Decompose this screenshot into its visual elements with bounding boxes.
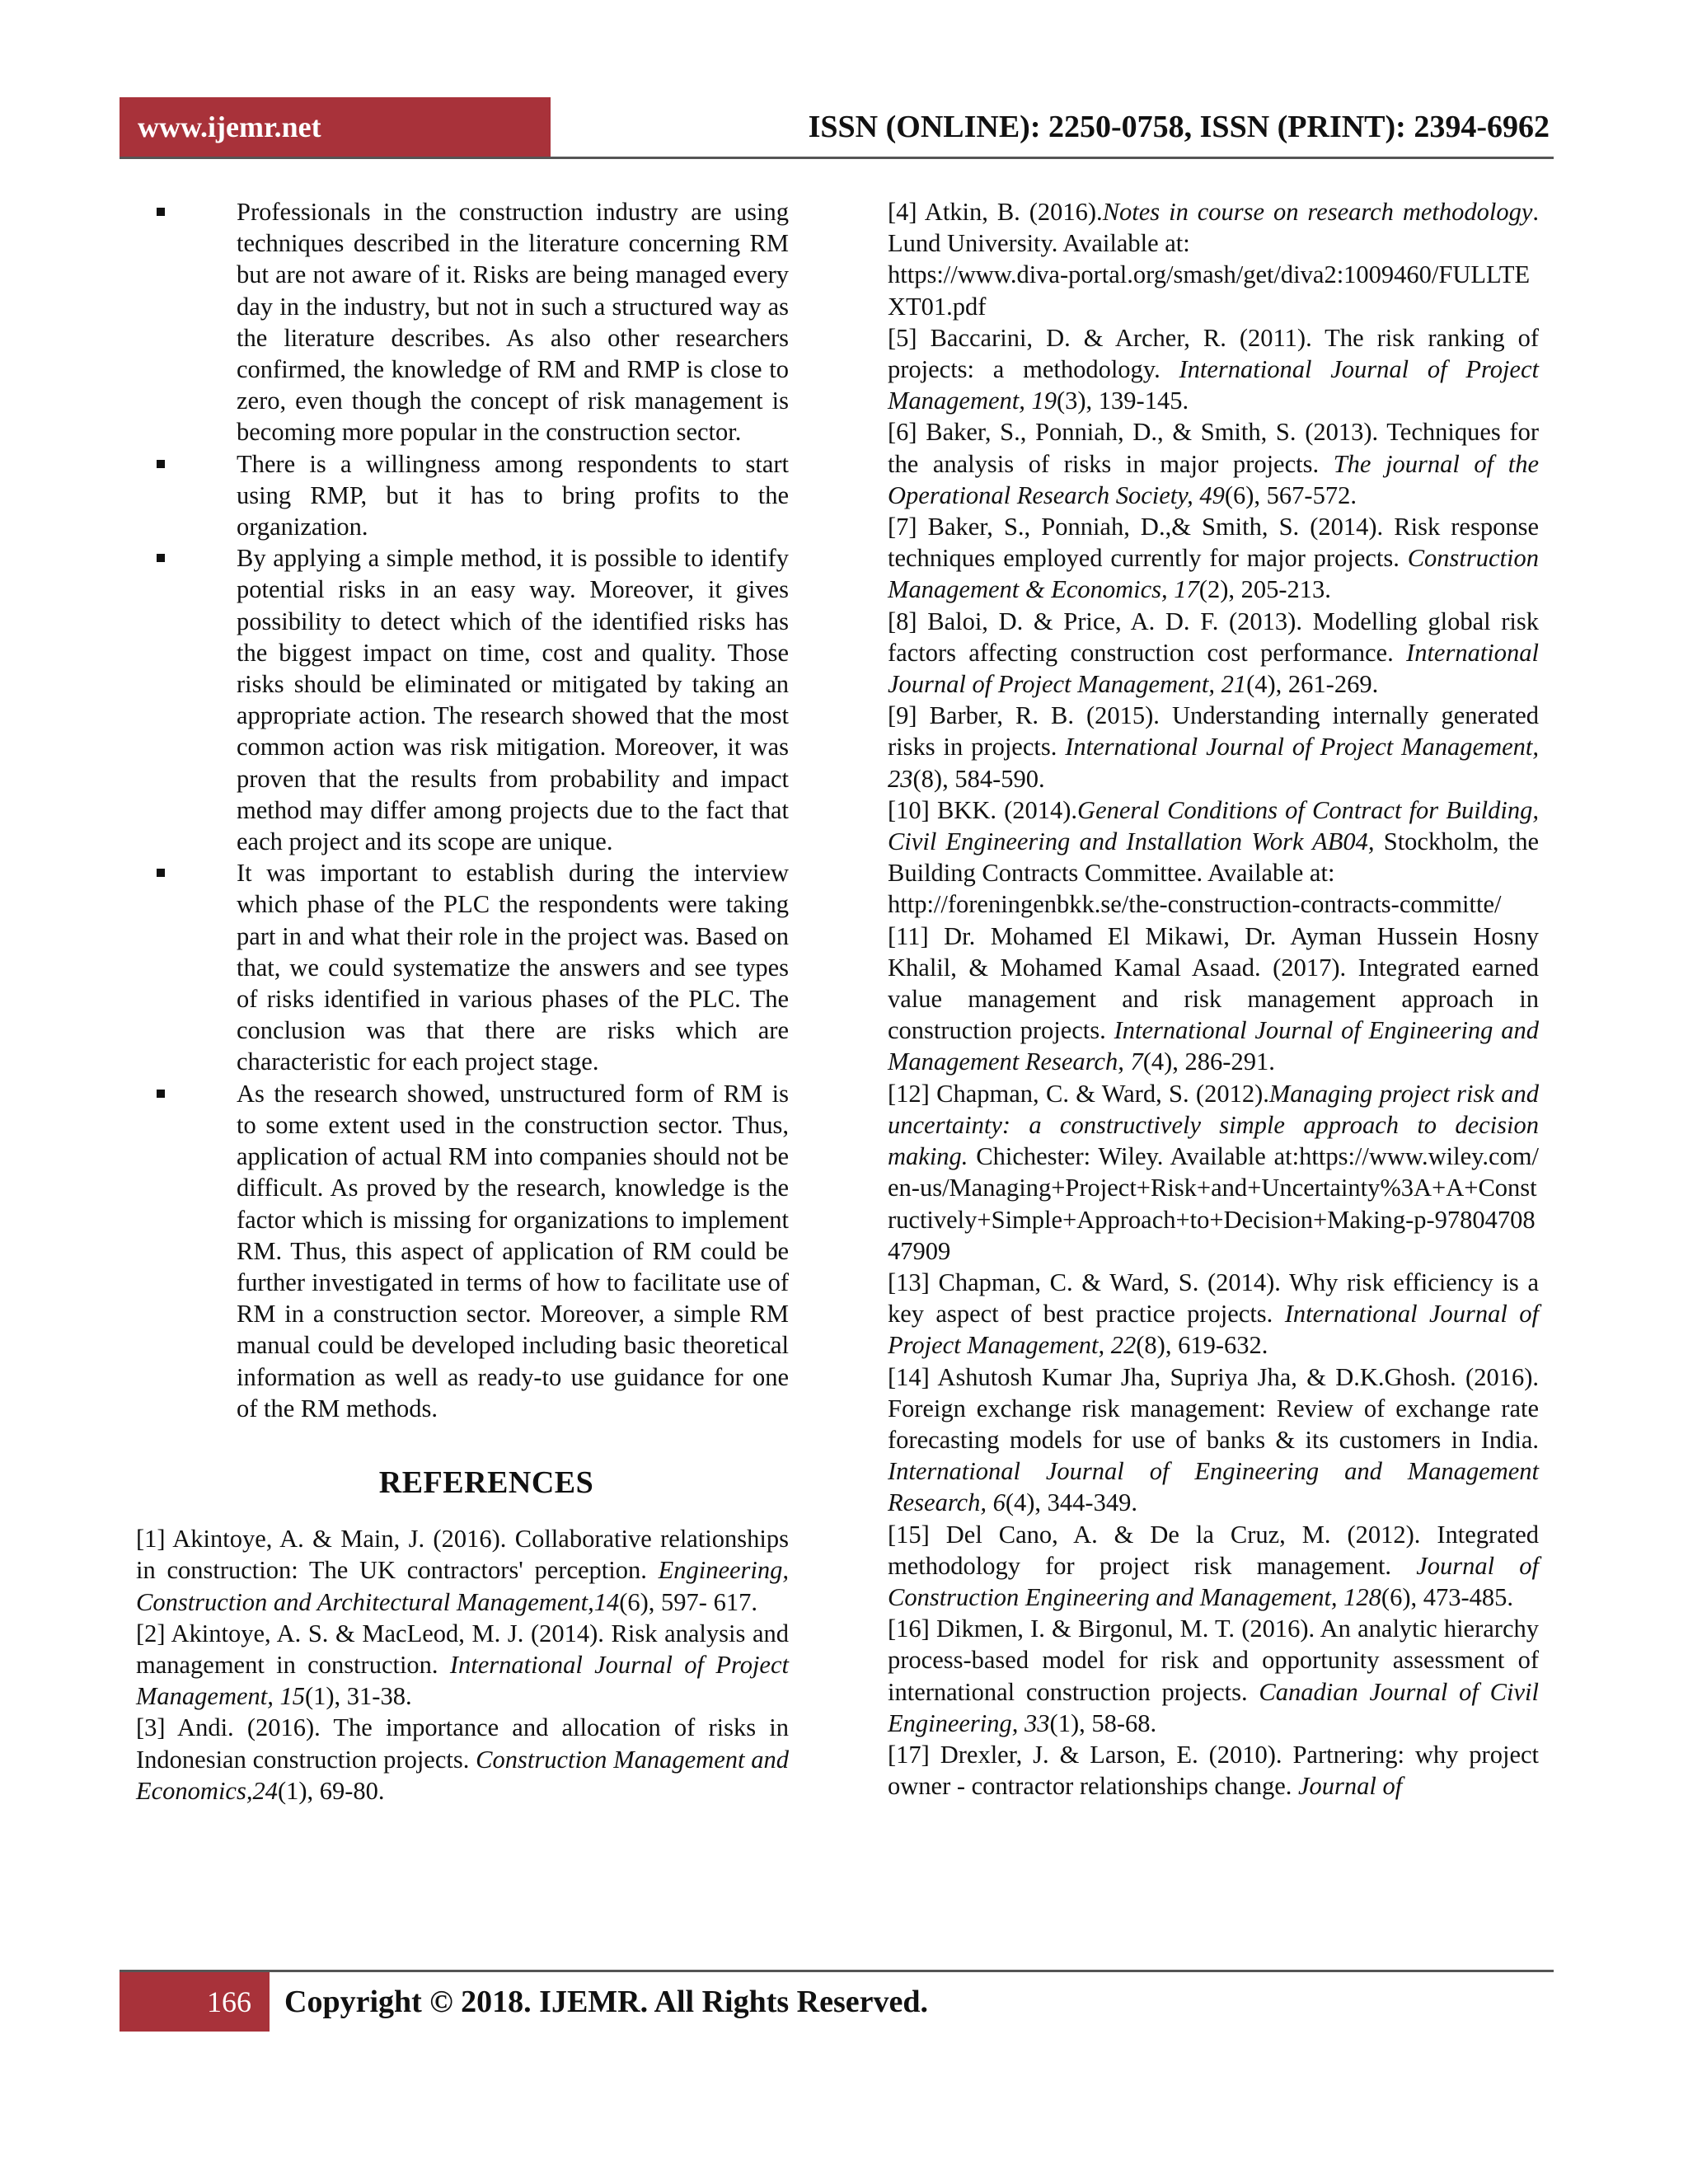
copyright-notice: Copyright © 2018. IJEMR. All Rights Reserved. <box>284 1985 928 2019</box>
reference-entry: [1] Akintoye, A. & Main, J. (2016). Collaborative relationships in construction: The UK contractors' perception. Engineering, Construction and Architectural Management,14(6), 597- 617. <box>136 1525 789 1616</box>
reference-entry: [10] BKK. (2014).General Conditions of Contract for Building, Civil Engineering and Installation Work AB04, Stockholm, the Building Contracts Committee. Available at: http://foreningenbkk.se/the-construction-contracts-committe/ <box>888 795 1539 919</box>
reference-entry: [6] Baker, S., Ponniah, D., & Smith, S. (2013). Techniques for the analysis of risks in major projects. The journal of the Operational Research Society, 49(6), 567-572. <box>888 418 1539 509</box>
references-heading: REFERENCES <box>378 1465 594 1500</box>
header-divider <box>120 157 1554 159</box>
reference-link[interactable]: https://www.diva-portal.org/smash/get/diva2:1009460/FULLTEXT01.pdf <box>888 260 1531 321</box>
site-url: www.ijemr.net <box>138 110 321 143</box>
right-column <box>888 196 1539 1802</box>
site-url-banner <box>120 97 551 157</box>
square-bullet-icon <box>157 1090 165 1098</box>
reference-entry: [13] Chapman, C. & Ward, S. (2014). Why risk efficiency is a key aspect of best practice projects. International Journal of Project Management, 22(8), 619-632. <box>888 1268 1539 1360</box>
left-column <box>136 196 789 1807</box>
square-bullet-icon <box>157 208 165 216</box>
square-bullet-icon <box>157 554 165 562</box>
reference-entry: [5] Baccarini, D. & Archer, R. (2011). The risk ranking of projects: a methodology. International Journal of Project Management, 19(3), 139-145. <box>888 323 1539 415</box>
square-bullet-icon <box>157 869 165 877</box>
reference-link[interactable]: http://foreningenbkk.se/the-construction-contracts-committe/ <box>888 890 1502 919</box>
reference-entry: [7] Baker, S., Ponniah, D.,& Smith, S. (2014). Risk response techniques employed currently for major projects. Construction Management & Economics, 17(2), 205-213. <box>888 513 1539 604</box>
bullet-item: By applying a simple method, it is possible to identify potential risks in an easy way. Moreover, it gives possibility to detect which of the identified risks has the biggest impact on time, cost and quality. Those risks should be eliminated or mitigated by taking an appropriate action. The research showed that the most common action was risk mitigation. Moreover, it was proven that the results from probability and impact method may differ among projects due to the fact that each project and its scope are unique. <box>237 542 789 857</box>
bullet-item: Professionals in the construction industry are using techniques described in the literature concerning RM but are not aware of it. Risks are being managed every day in the industry, but not in such a structured way as the literature describes. As also other researchers confirmed, the knowledge of RM and RMP is close to zero, even though the concept of risk management is becoming more popular in the construction sector. <box>237 196 789 448</box>
reference-entry: [3] Andi. (2016). The importance and allocation of risks in Indonesian construction projects. Construction Management and Economics,24(1), 69-80. <box>136 1713 789 1805</box>
reference-entry: [4] Atkin, B. (2016).Notes in course on research methodology. Lund University. Available at: https://www.diva-portal.org/smash/get/diva2:1009460/FULLTEXT01.pdf <box>888 198 1539 321</box>
page-number: 166 <box>120 1972 270 2032</box>
reference-link[interactable]: https://www.wiley.com/en-us/Managing+Project+Risk+and+Uncertainty%3A+A+Constructively+Simple+Approach+to+Decision+Making-p-9780470847909 <box>888 1142 1539 1265</box>
reference-entry: [16] Dikmen, I. & Birgonul, M. T. (2016). An analytic hierarchy process-based model for risk and opportunity assessment of international construction projects. Canadian Journal of Civil Engineering, 33(1), 58-68. <box>888 1615 1539 1737</box>
reference-entry: [2] Akintoye, A. S. & MacLeod, M. J. (2014). Risk analysis and management in construction. International Journal of Project Management, 15(1), 31-38. <box>136 1619 789 1711</box>
square-bullet-icon <box>157 460 165 468</box>
reference-entry: [11] Dr. Mohamed El Mikawi, Dr. Ayman Hussein Hosny Khalil, & Mohamed Kamal Asaad. (2017). Integrated earned value management and risk management approach in construction projects. International Journal of Engineering and Management Research, 7(4), 286-291. <box>888 921 1539 1076</box>
reference-entry: [17] Drexler, J. & Larson, E. (2010). Partnering: why project owner - contractor relationships change. Journal of <box>888 1740 1539 1801</box>
bullet-item: There is a willingness among respondents to start using RMP, but it has to bring profits to the organization. <box>237 448 789 543</box>
reference-entry: [9] Barber, R. B. (2015). Understanding internally generated risks in projects. International Journal of Project Management, 23(8), 584-590. <box>888 701 1539 793</box>
reference-entry: [14] Ashutosh Kumar Jha, Supriya Jha, & D.K.Ghosh. (2016). Foreign exchange risk management: Review of exchange rate forecasting models for use of banks & its customers in India. International Journal of Engineering and Management Research, 6(4), 344-349. <box>888 1362 1539 1517</box>
bullet-item: As the research showed, unstructured form of RM is to some extent used in the construction sector. Thus, application of actual RM into companies should not be difficult. As proved by the research, knowledge is the factor which is missing for organizations to implement RM. Thus, this aspect of application of RM could be further investigated in terms of how to facilitate use of RM in a construction sector. Moreover, a simple RM manual could be developed including basic theoretical information as well as ready-to use guidance for one of the RM methods. <box>237 1078 789 1424</box>
bullet-item: It was important to establish during the interview which phase of the PLC the respondents were taking part in and what their role in the project was. Based on that, we could systematize the answers and see types of risks identified in various phases of the PLC. The conclusion was that there are risks which are characteristic for each project stage. <box>237 857 789 1077</box>
conclusion-bullet-list <box>136 196 789 1424</box>
reference-entry: [15] Del Cano, A. & De la Cruz, M. (2012). Integrated methodology for project risk management. Journal of Construction Engineering and Management, 128(6), 473-485. <box>888 1520 1539 1611</box>
issn-line: ISSN (ONLINE): 2250-0758, ISSN (PRINT): 2394-6962 <box>808 110 1550 144</box>
reference-entry: [8] Baloi, D. & Price, A. D. F. (2013). Modelling global risk factors affecting construction cost performance. International Journal of Project Management, 21(4), 261-269. <box>888 607 1539 699</box>
reference-entry: [12] Chapman, C. & Ward, S. (2012).Managing project risk and uncertainty: a constructively simple approach to decision making. Chichester: Wiley. Available at:https://www.wiley.com/en-us/Managing+Project+Risk+and+Uncertainty%3A+A+Constructively+Simple+Approach+to+Decision+Making-p-9780470847909 <box>888 1079 1539 1265</box>
